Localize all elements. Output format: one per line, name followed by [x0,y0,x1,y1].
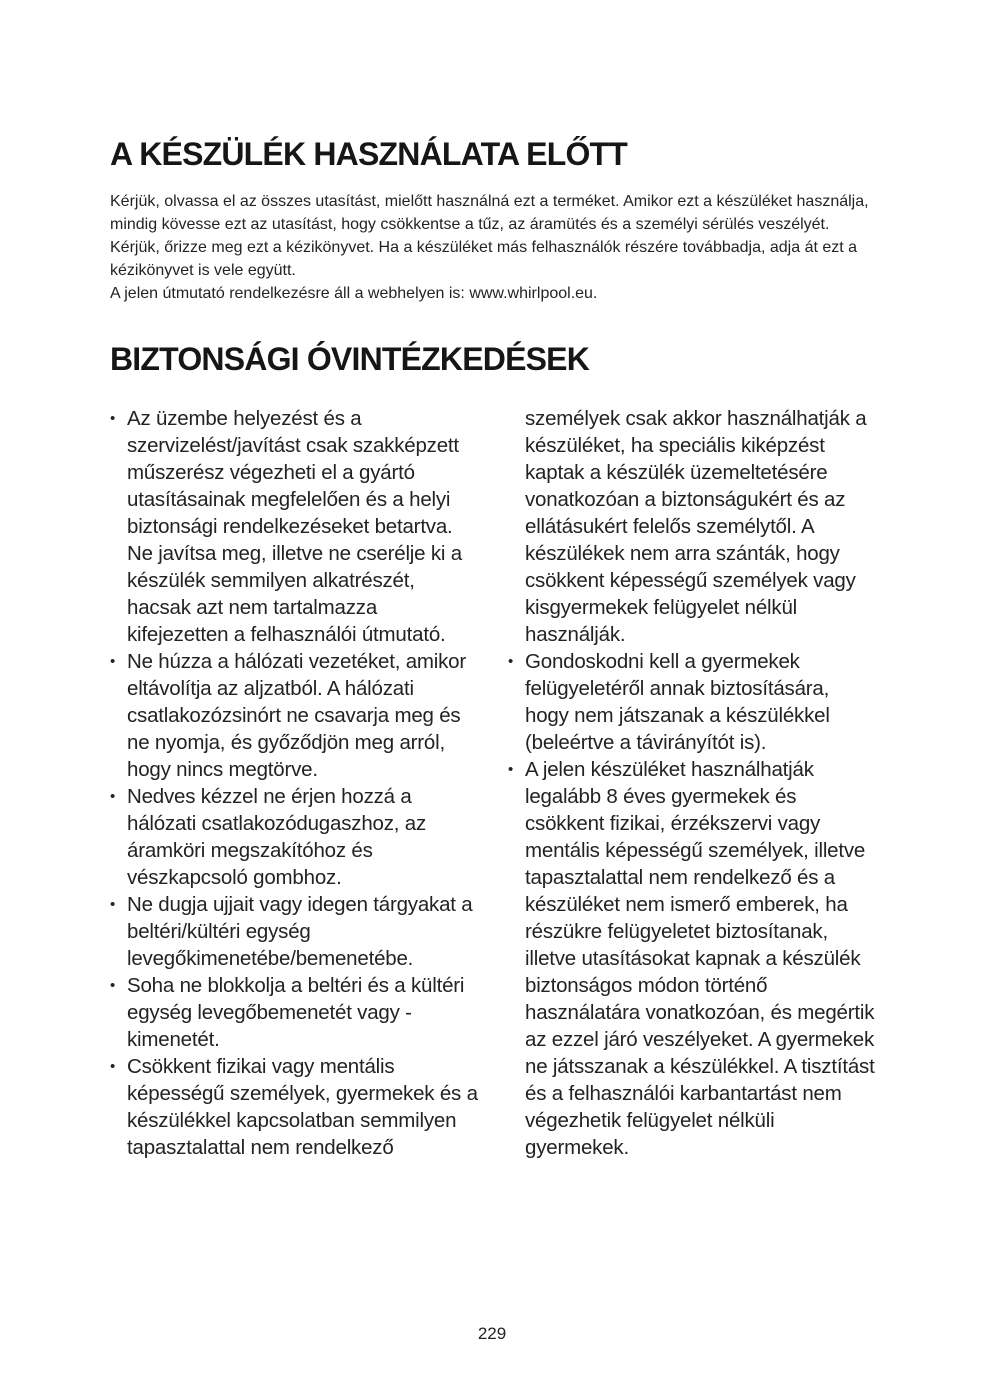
bullet-text: Ne húzza a hálózati vezetéket, amikor eltávolítja az aljzatból. A hálózati csatlakozózsinórt ne csavarja meg és ne nyomja, és győződjön meg arról, hogy nincs megtörve. [127,650,466,781]
column-continuation-text: személyek csak akkor használhatják a készüléket, ha speciális kiképzést kaptak a készülék üzemeltetésére vonatkozóan a biztonságukért és az ellátásukért felelős személytől. A készülékek nem arra szánták, hogy csökkent képességű személyek vagy kisgyermekek felügyelet nélkül használják. [525,407,867,646]
bullet-marker: • [110,896,116,913]
intro-text-block [110,190,876,305]
left-column [110,405,478,1161]
bullet-marker: • [110,788,116,805]
safety-bullet-item [110,891,478,972]
safety-bullet-item [110,972,478,1053]
bullet-marker: • [110,410,116,427]
two-column-layout [110,405,876,1161]
page-number: 229 [477,1324,507,1343]
bullet-text: Gondoskodni kell a gyermekek felügyeletéről annak biztosítására, hogy nem játszanak a készülékkel (beleértve a távirányítót is). [525,650,830,754]
bullet-text: Soha ne blokkolja a beltéri és a kültéri egység levegőbemenetét vagy -kimenetét. [127,974,465,1051]
safety-bullet-item [110,783,478,891]
bullet-text: Nedves kézzel ne érjen hozzá a hálózati csatlakozódugaszhoz, az áramköri megszakítóhoz és vészkapcsoló gombhoz. [127,785,427,889]
safety-bullet-item [110,648,478,783]
safety-bullet-item [110,1053,478,1161]
bullet-marker: • [110,977,116,994]
right-column [508,405,876,1161]
safety-bullet-item [110,405,478,648]
bullet-marker: • [110,1058,116,1075]
safety-bullet-item [508,756,876,1161]
section-title-before-use: A KÉSZÜLÉK HASZNÁLATA ELŐTT [110,136,628,172]
bullet-marker: • [110,653,116,670]
bullet-marker: • [508,653,514,670]
intro-paragraph-1: Kérjük, olvassa el az összes utasítást, mielőtt használná ezt a terméket. Amikor ezt a készüléket használja, mindig kövesse ezt az utasítást, hogy csökkentse a tűz, az áramütés és a személyi sérülés veszélyét. [110,193,869,233]
bullet-text: Ne dugja ujjait vagy idegen tárgyakat a beltéri/kültéri egység levegőkimenetébe/bemenetébe. [127,893,473,970]
bullet-marker: • [508,761,514,778]
bullet-text: Az üzembe helyezést és a szervizelést/javítást csak szakképzett műszerész végezheti el a gyártó utasításainak megfelelően és a helyi biztonsági rendelkezéseket betartva. Ne javítsa meg, illetve ne cserélje ki a készülék semmilyen alkatrészét, hacsak azt nem tartalmazza kifejezetten a felhasználói útmutató. [127,407,462,646]
intro-paragraph-3: A jelen útmutató rendelkezésre áll a webhelyen is: www.whirlpool.eu. [110,285,598,302]
intro-paragraph-2: Kérjük, őrizze meg ezt a kézikönyvet. Ha a készüléket más felhasználók részére továbbadja, adja át ezt a kézikönyvet is vele együtt. [110,239,858,279]
section-title-safety: BIZTONSÁGI ÓVINTÉZKEDÉSEK [110,341,590,377]
bullet-text: A jelen készüléket használhatják legalább 8 éves gyermekek és csökkent fizikai, érzékszervi vagy mentális képességű személyek, illetve tapasztalattal nem rendelkező és a készüléket nem ismerő emberek, ha részükre felügyeletet biztosítanak, illetve utasításokat kapnak a készülék biztonságos módon történő használatára vonatkozóan, és megértik az ezzel járó veszélyeket. A gyermekek ne játsszanak a készülékkel. A tisztítást és a felhasználói karbantartást nem végezhetik felügyelet nélküli gyermekek. [525,758,875,1159]
bullet-text: Csökkent fizikai vagy mentális képességű személyek, gyermekek és a készülékkel kapcsolatban semmilyen tapasztalattal nem rendelkező [127,1055,478,1159]
page-content [110,0,876,1161]
safety-bullet-item [508,648,876,756]
